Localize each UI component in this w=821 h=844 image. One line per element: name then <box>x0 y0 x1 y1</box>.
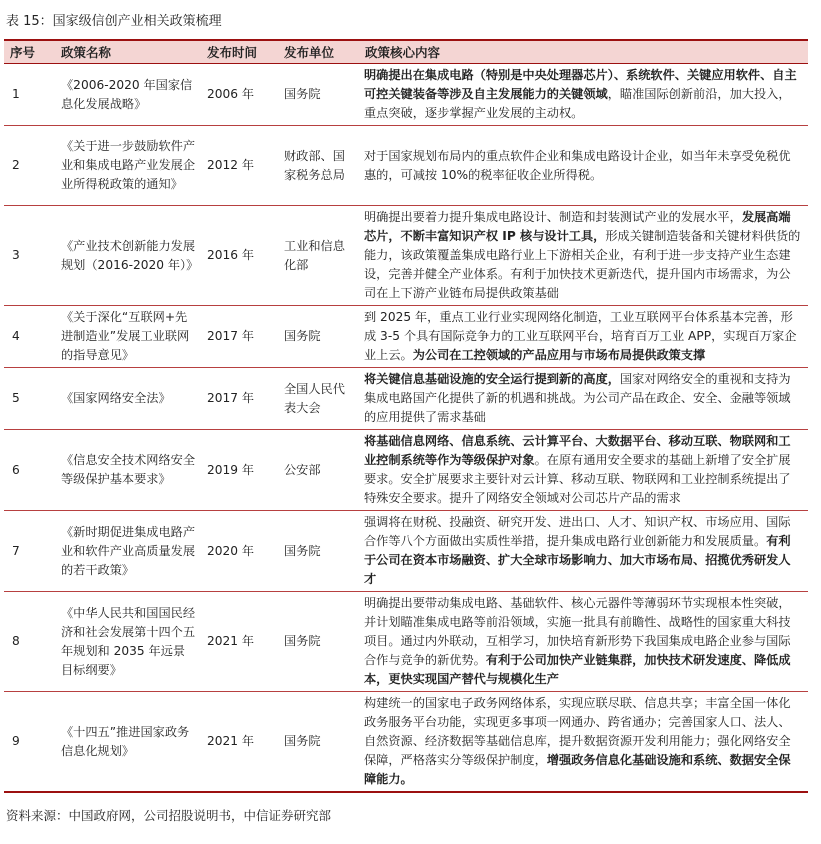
content-bold-segment: 将基础信息网络、信息系统、云计算平台、大数据平台、移动互联、物联网和工业控制系统等作为等级保护对象 <box>364 434 791 467</box>
issuer: 国务院 <box>278 64 359 126</box>
policy-name: 《信息安全技术网络安全等级保护基本要求》 <box>55 430 201 511</box>
issuer: 国务院 <box>278 511 359 592</box>
content-segment: 明确提出要带动集成电路、基础软件、核心元器件等薄弱环节实现根本性突破，并计划瞄准集成电路等前沿领域，实施一批具有前瞻性、战略性的国家重大科技项目。通过内外联动，互相学习，加快培育新形势下我国集成电路企业参与国际合作与竞争的新优势。 <box>364 596 791 667</box>
header-release-date: 发布时间 <box>201 40 278 64</box>
content-segment: ，瞄准国际创新前沿，加大投入，重点突破，逐步掌握产业发展的主动权。 <box>364 87 791 120</box>
table-body <box>4 64 808 793</box>
content-bold-segment: 有利于公司在资本市场融资、扩大全球市场影响力、加大市场布局、招揽优秀研发人才 <box>364 534 791 586</box>
core-content <box>359 368 808 430</box>
source-note: 资料来源：中国政府网，公司招股说明书，中信证券研究部 <box>6 808 332 823</box>
policy-name: 《十四五”推进国家政务信息化规划》 <box>55 692 201 793</box>
policy-name: 《新时期促进集成电路产业和软件产业高质量发展的若干政策》 <box>55 511 201 592</box>
table-row <box>4 64 808 126</box>
core-content <box>359 511 808 592</box>
content-segment: 到 2025 年，重点工业行业实现网络化制造，工业互联网平台体系基本完善，形成 3-5 个具有国际竞争力的工业互联网平台，培育百万工业 APP，实现百万家企业上云。 <box>364 310 797 362</box>
content-segment: 强调将在财税、投融资、研究开发、进出口、人才、知识产权、市场应用、国际合作等八个方面做出实质性举措，提升集成电路行业创新能力和发展质量。 <box>364 515 791 548</box>
issuer: 国务院 <box>278 692 359 793</box>
release-date: 2021 年 <box>201 592 278 692</box>
release-date: 2017 年 <box>201 306 278 368</box>
issuer: 公安部 <box>278 430 359 511</box>
core-content <box>359 126 808 206</box>
header-index: 序号 <box>4 40 55 64</box>
row-index: 4 <box>4 306 55 368</box>
row-index: 2 <box>4 126 55 206</box>
content-bold-segment: 增强政务信息化基础设施和系统、数据安全保障能力。 <box>364 753 791 786</box>
policy-name: 《关于深化“互联网+先进制造业”发展工业联网的指导意见》 <box>55 306 201 368</box>
policy-name: 《中华人民共和国国民经济和社会发展第十四个五年规划和 2035 年远景目标纲要》 <box>55 592 201 692</box>
row-index: 9 <box>4 692 55 793</box>
core-content <box>359 692 808 793</box>
release-date: 2021 年 <box>201 692 278 793</box>
issuer: 国务院 <box>278 306 359 368</box>
core-content <box>359 64 808 126</box>
content-bold-segment: 为公司在工控领域的产品应用与市场布局提供政策支撑 <box>412 348 706 362</box>
table-row <box>4 592 808 692</box>
table-row <box>4 692 808 793</box>
release-date: 2012 年 <box>201 126 278 206</box>
table-row <box>4 368 808 430</box>
content-segment: 明确提出要着力提升集成电路设计、制造和封装测试产业的发展水平， <box>364 210 742 224</box>
release-date: 2019 年 <box>201 430 278 511</box>
table-row <box>4 206 808 306</box>
row-index: 7 <box>4 511 55 592</box>
row-index: 1 <box>4 64 55 126</box>
policy-name: 《国家网络安全法》 <box>55 368 201 430</box>
release-date: 2016 年 <box>201 206 278 306</box>
core-content <box>359 430 808 511</box>
issuer: 工业和信息化部 <box>278 206 359 306</box>
core-content <box>359 306 808 368</box>
content-segment: 。在原有通用安全要求的基础上新增了安全扩展要求。安全扩展要求主要针对云计算、移动互联、物联网和工业控制系统提出了特殊安全要求。提升了网络安全领域对公司芯片产品的需求 <box>364 453 791 505</box>
issuer: 财政部、国家税务总局 <box>278 126 359 206</box>
policy-table <box>4 39 808 793</box>
table-header-row <box>4 40 808 64</box>
release-date: 2017 年 <box>201 368 278 430</box>
issuer: 国务院 <box>278 592 359 692</box>
header-policy-name: 政策名称 <box>55 40 201 64</box>
content-segment: 形成关键制造装备和关键材料供货的能力，该政策覆盖集成电路行业上下游相关企业，有利于进一步支持产业生态建设，完善并健全产业体系。有利于加快技术更新迭代，提升国内市场需求，为公司在上下游产业链布局提供政策基础 <box>364 229 801 300</box>
header-issuer: 发布单位 <box>278 40 359 64</box>
release-date: 2006 年 <box>201 64 278 126</box>
table-title: 表 15：国家级信创产业相关政策梳理 <box>6 14 222 29</box>
policy-name: 《关于进一步鼓励软件产业和集成电路产业发展企业所得税政策的通知》 <box>55 126 201 206</box>
release-date: 2020 年 <box>201 511 278 592</box>
content-bold-segment: 有利于公司加快产业链集群，加快技术研发速度、降低成本，更快实现国产替代与规模化生产 <box>364 653 791 686</box>
table-row <box>4 430 808 511</box>
policy-name: 《产业技术创新能力发展规划（2016-2020 年）》 <box>55 206 201 306</box>
table-row <box>4 126 808 206</box>
row-index: 6 <box>4 430 55 511</box>
content-segment: 国家对网络安全的重视和支持为集成电路国产化提供了新的机遇和挑战。为公司产品在政企、安全、金融等领域的应用提供了需求基础 <box>364 372 791 424</box>
content-bold-segment: 将关键信息基础设施的安全运行提到新的高度， <box>364 372 620 386</box>
content-segment: 构建统一的国家电子政务网络体系，实现应联尽联、信息共享；丰富全国一体化政务服务平台功能，实现更多事项一网通办、跨省通办；完善国家人口、法人、自然资源、经济数据等基础信息库，提升数据资源开发利用能力；强化网络安全保障，严格落实分等级保护制度， <box>364 696 791 767</box>
content-segment: 对于国家规划布局内的重点软件企业和集成电路设计企业，如当年未享受免税优惠的，可减按 10%的税率征收企业所得税。 <box>364 148 791 182</box>
issuer: 全国人民代表大会 <box>278 368 359 430</box>
table-row <box>4 306 808 368</box>
content-bold-segment: 明确提出在集成电路（特别是中央处理器芯片）、系统软件、关键应用软件、自主可控关键装备等涉及自主发展能力的关键领域 <box>364 68 797 101</box>
policy-name: 《2006-2020 年国家信息化发展战略》 <box>55 64 201 126</box>
row-index: 5 <box>4 368 55 430</box>
core-content <box>359 592 808 692</box>
row-index: 8 <box>4 592 55 692</box>
content-bold-segment: 发展高端芯片，不断丰富知识产权 IP 核与设计工具， <box>364 210 791 243</box>
row-index: 3 <box>4 206 55 306</box>
header-core-content: 政策核心内容 <box>359 40 808 64</box>
table-row <box>4 511 808 592</box>
core-content <box>359 206 808 306</box>
